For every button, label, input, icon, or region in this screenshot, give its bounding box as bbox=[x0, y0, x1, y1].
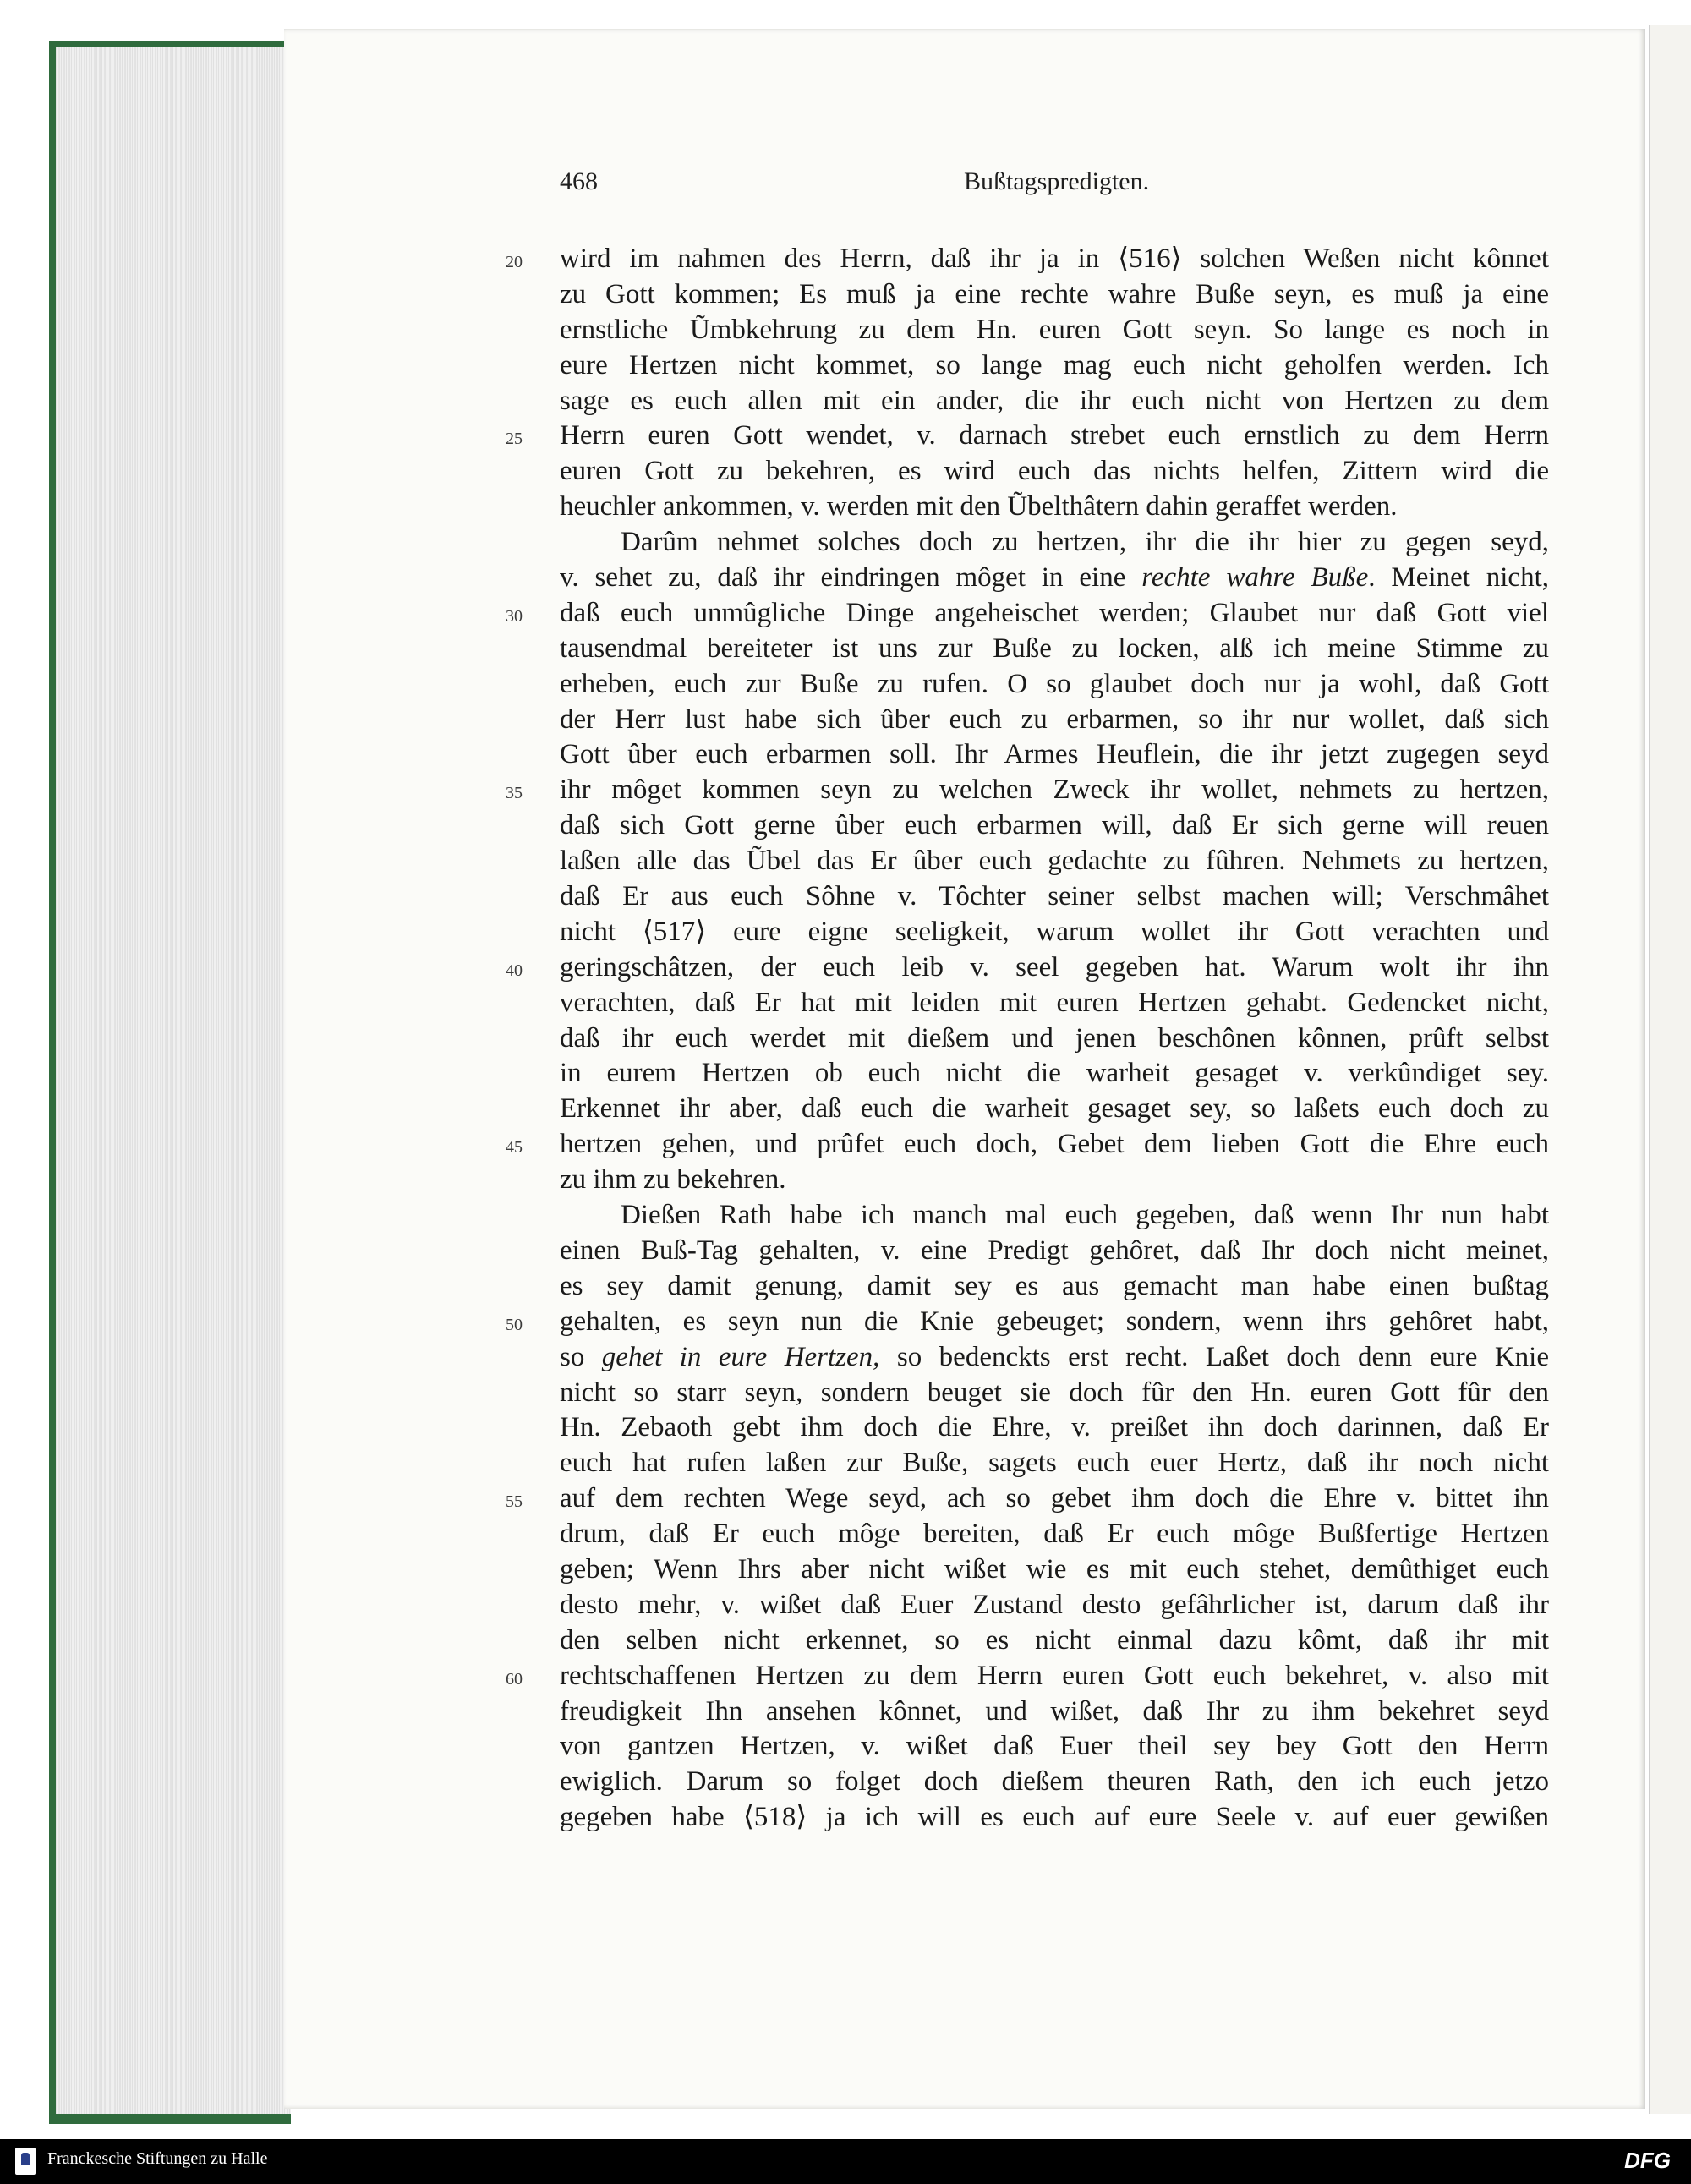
line-text: in eurem Hertzen ob euch nicht die warheit gesaget v. verkûndiget sey. bbox=[560, 1058, 1549, 1089]
line-text: es sey damit genung, damit sey es aus gemacht man habe einen bußtag bbox=[560, 1270, 1549, 1301]
footer-institution: Franckesche Stiftungen zu Halle bbox=[47, 2149, 268, 2168]
text-line bbox=[506, 596, 1554, 632]
line-text: Hn. Zebaoth gebt ihm doch die Ehre, v. preißet ihn doch darinnen, daß Er bbox=[560, 1412, 1549, 1443]
text-line bbox=[506, 1623, 1554, 1659]
line-text: desto mehr, v. wißet daß Euer Zustand desto gefâhrlicher ist, darum daß ihr bbox=[560, 1589, 1549, 1620]
line-text: heuchler ankommen, v. werden mit den Ũbelthâtern dahin geraffet werden. bbox=[560, 491, 1398, 523]
line-text-segment: so bedenckts erst recht. Laßet doch denn eure Knie bbox=[879, 1341, 1549, 1372]
text-line bbox=[506, 348, 1554, 384]
line-text: Darûm nehmet solches doch zu hertzen, ihr die ihr hier zu gegen seyd, bbox=[621, 527, 1549, 558]
line-text: ewiglich. Darum so folget doch dießem theuren Rath, den ich euch jetzo bbox=[560, 1766, 1549, 1798]
line-text: zu ihm zu bekehren. bbox=[560, 1164, 786, 1196]
text-line bbox=[506, 1694, 1554, 1730]
text-line bbox=[506, 879, 1554, 915]
line-text: wird im nahmen des Herrn, daß ihr ja in ⟨516⟩ solchen Weßen nicht kônnet bbox=[560, 244, 1549, 274]
line-text: laßen alle das Ũbel das Er ûber euch gedachte zu fûhren. Nehmets zu hertzen, bbox=[560, 846, 1549, 877]
line-text bbox=[560, 1340, 1549, 1376]
text-line bbox=[506, 667, 1554, 703]
line-text: ernstliche Ũmbkehrung zu dem Hn. euren Gott seyn. So lange es noch in bbox=[560, 314, 1549, 345]
line-text: Gott ûber euch erbarmen soll. Ihr Armes Heuflein, die ihr jetzt zugegen seyd bbox=[560, 739, 1549, 770]
line-text: nicht ⟨517⟩ eure eigne seeligkeit, warum wollet ihr Gott verachten und bbox=[560, 916, 1549, 947]
text-line bbox=[506, 632, 1554, 667]
line-text: erheben, euch zur Buße zu rufen. O so glaubet doch nur ja wohl, daß Gott bbox=[560, 668, 1549, 699]
line-text: daß ihr euch werdet mit dießem und jenen beschônen kônnen, prûft selbst bbox=[560, 1022, 1549, 1054]
line-text-segment: so bbox=[560, 1341, 602, 1372]
line-text: tausendmal bereiteter ist uns zur Buße zu locken, alß ich meine Stimme zu bbox=[560, 632, 1549, 664]
line-text: freudigkeit Ihn ansehen kônnet, und wißet, daß Ihr zu ihm bekehret seyd bbox=[560, 1695, 1549, 1727]
text-line bbox=[506, 1198, 1554, 1234]
line-text: geringschâtzen, der euch leib v. seel gegeben hat. Warum wolt ihr ihn bbox=[560, 951, 1549, 983]
text-line bbox=[506, 242, 1554, 277]
text-line bbox=[506, 915, 1554, 950]
line-text: einen Buß-Tag gehalten, v. eine Predigt gehôret, daß Ihr doch nicht meinet, bbox=[560, 1234, 1549, 1266]
line-number: 40 bbox=[506, 961, 523, 980]
text-line bbox=[506, 703, 1554, 738]
text-line bbox=[506, 277, 1554, 313]
italic-emphasis: gehet in eure Hertzen, bbox=[601, 1341, 880, 1372]
text-line bbox=[506, 525, 1554, 561]
line-text: zu Gott kommen; Es muß ja eine rechte wahre Buße seyn, es muß ja eine bbox=[560, 278, 1549, 309]
line-text: der Herr lust habe sich ûber euch zu erbarmen, so ihr nur wollet, daß sich bbox=[560, 703, 1549, 735]
line-text: geben; Wenn Ihrs aber nicht wißet wie es mit euch stehet, demûthiget euch bbox=[560, 1553, 1549, 1585]
text-line bbox=[506, 1340, 1554, 1376]
text-line bbox=[506, 1481, 1554, 1517]
text-line bbox=[506, 1056, 1554, 1092]
line-text: daß sich Gott gerne ûber euch erbarmen will, daß Er sich gerne will reuen bbox=[560, 810, 1549, 841]
text-line bbox=[506, 1446, 1554, 1481]
text-line bbox=[506, 419, 1554, 454]
line-text: eure Hertzen nicht kommet, so lange mag euch nicht geholfen werden. Ich bbox=[560, 349, 1549, 380]
line-text-segment: v. sehet zu, daß ihr eindringen môget in eine bbox=[560, 562, 1142, 594]
running-title: Bußtagspredigten. bbox=[964, 167, 1150, 195]
line-text: Herrn euren Gott wendet, v. darnach strebet euch ernstlich zu dem Herrn bbox=[560, 420, 1549, 452]
text-line bbox=[506, 808, 1554, 844]
line-text: hertzen gehen, und prûfet euch doch, Gebet dem lieben Gott die Ehre euch bbox=[560, 1129, 1549, 1160]
text-line bbox=[506, 1021, 1554, 1057]
text-line bbox=[506, 1305, 1554, 1340]
line-number: 55 bbox=[506, 1492, 523, 1512]
line-text: den selben nicht erkennet, so es nicht einmal dazu kômt, daß ihr mit bbox=[560, 1624, 1549, 1656]
text-line bbox=[506, 1163, 1554, 1198]
line-number: 20 bbox=[506, 253, 523, 271]
line-text: daß euch unmûgliche Dinge angeheischet werden; Glaubet nur daß Gott viel bbox=[560, 597, 1549, 628]
text-line bbox=[506, 950, 1554, 986]
text-line bbox=[506, 1269, 1554, 1305]
line-text: gegeben habe ⟨518⟩ ja ich will es euch auf eure Seele v. auf euer gewißen bbox=[560, 1802, 1549, 1833]
text-line bbox=[506, 1517, 1554, 1552]
line-number: 35 bbox=[506, 784, 523, 803]
line-text: ihr môget kommen seyn zu welchen Zweck ihr wollet, nehmets zu hertzen, bbox=[560, 775, 1549, 806]
text-line bbox=[506, 737, 1554, 773]
text-line bbox=[506, 1659, 1554, 1694]
text-line bbox=[506, 773, 1554, 808]
page-stack-edge bbox=[49, 47, 291, 2124]
italic-emphasis: rechte wahre Buße bbox=[1141, 562, 1369, 594]
line-text: euch hat rufen laßen zur Buße, sagets euch euer Hertz, daß ihr noch nicht bbox=[560, 1448, 1549, 1479]
page-number: 468 bbox=[560, 167, 598, 195]
line-text: von gantzen Hertzen, v. wißet daß Euer theil sey bey Gott den Herrn bbox=[560, 1731, 1549, 1762]
line-text: daß Er aus euch Sôhne v. Tôchter seiner selbst machen will; Verschmâhet bbox=[560, 881, 1549, 912]
line-number: 25 bbox=[506, 430, 523, 449]
line-text: gehalten, es seyn nun die Knie gebeuget; sondern, wenn ihrs gehôret habt, bbox=[560, 1305, 1549, 1337]
facing-page-edge bbox=[1649, 25, 1691, 2114]
text-line bbox=[506, 1588, 1554, 1623]
text-line bbox=[506, 313, 1554, 348]
line-text: euren Gott zu bekehren, es wird euch das nichts helfen, Zittern wird die bbox=[560, 456, 1549, 487]
line-text: nicht so starr seyn, sondern beuget sie doch fûr den Hn. euren Gott fûr den bbox=[560, 1377, 1549, 1408]
line-text: sage es euch allen mit ein ander, die ihr euch nicht von Hertzen zu dem bbox=[560, 385, 1549, 416]
line-number: 45 bbox=[506, 1138, 523, 1158]
line-text: verachten, daß Er hat mit leiden mit euren Hertzen gehabt. Gedencket nicht, bbox=[560, 987, 1549, 1018]
line-number: 60 bbox=[506, 1669, 523, 1689]
line-number: 50 bbox=[506, 1315, 523, 1334]
text-line bbox=[506, 1552, 1554, 1588]
text-line bbox=[506, 1127, 1554, 1163]
line-text: Erkennet ihr aber, daß euch die warheit gesaget sey, so laßets euch doch zu bbox=[560, 1093, 1549, 1125]
line-text: auf dem rechten Wege seyd, ach so gebet ihm doch die Ehre v. bittet ihn bbox=[560, 1483, 1549, 1514]
dfg-logo: DFG bbox=[1624, 2148, 1671, 2173]
text-line bbox=[506, 1092, 1554, 1127]
franckesche-stiftungen-logo-icon bbox=[15, 2148, 36, 2175]
line-text: drum, daß Er euch môge bereiten, daß Er euch môge Bußfertige Hertzen bbox=[560, 1519, 1549, 1550]
line-text-segment: . Meinet nicht, bbox=[1368, 562, 1549, 594]
text-line bbox=[506, 986, 1554, 1021]
text-line bbox=[506, 1234, 1554, 1269]
line-text: rechtschaffenen Hertzen zu dem Herrn euren Gott euch bekehret, v. also mit bbox=[560, 1660, 1549, 1691]
line-text: Dießen Rath habe ich manch mal euch gegeben, daß wenn Ihr nun habt bbox=[621, 1200, 1549, 1231]
text-line bbox=[506, 1765, 1554, 1800]
text-line bbox=[506, 384, 1554, 419]
text-line bbox=[506, 454, 1554, 490]
footer-bar bbox=[0, 2139, 1691, 2184]
text-line bbox=[506, 1800, 1554, 1836]
text-block bbox=[506, 242, 1554, 1836]
text-line bbox=[506, 844, 1554, 879]
page-header bbox=[560, 167, 1549, 205]
text-line bbox=[506, 1376, 1554, 1411]
line-text bbox=[560, 561, 1549, 596]
line-number: 30 bbox=[506, 606, 523, 626]
text-line bbox=[506, 1410, 1554, 1446]
text-line bbox=[506, 1729, 1554, 1765]
text-line bbox=[506, 561, 1554, 596]
text-line bbox=[506, 490, 1554, 525]
